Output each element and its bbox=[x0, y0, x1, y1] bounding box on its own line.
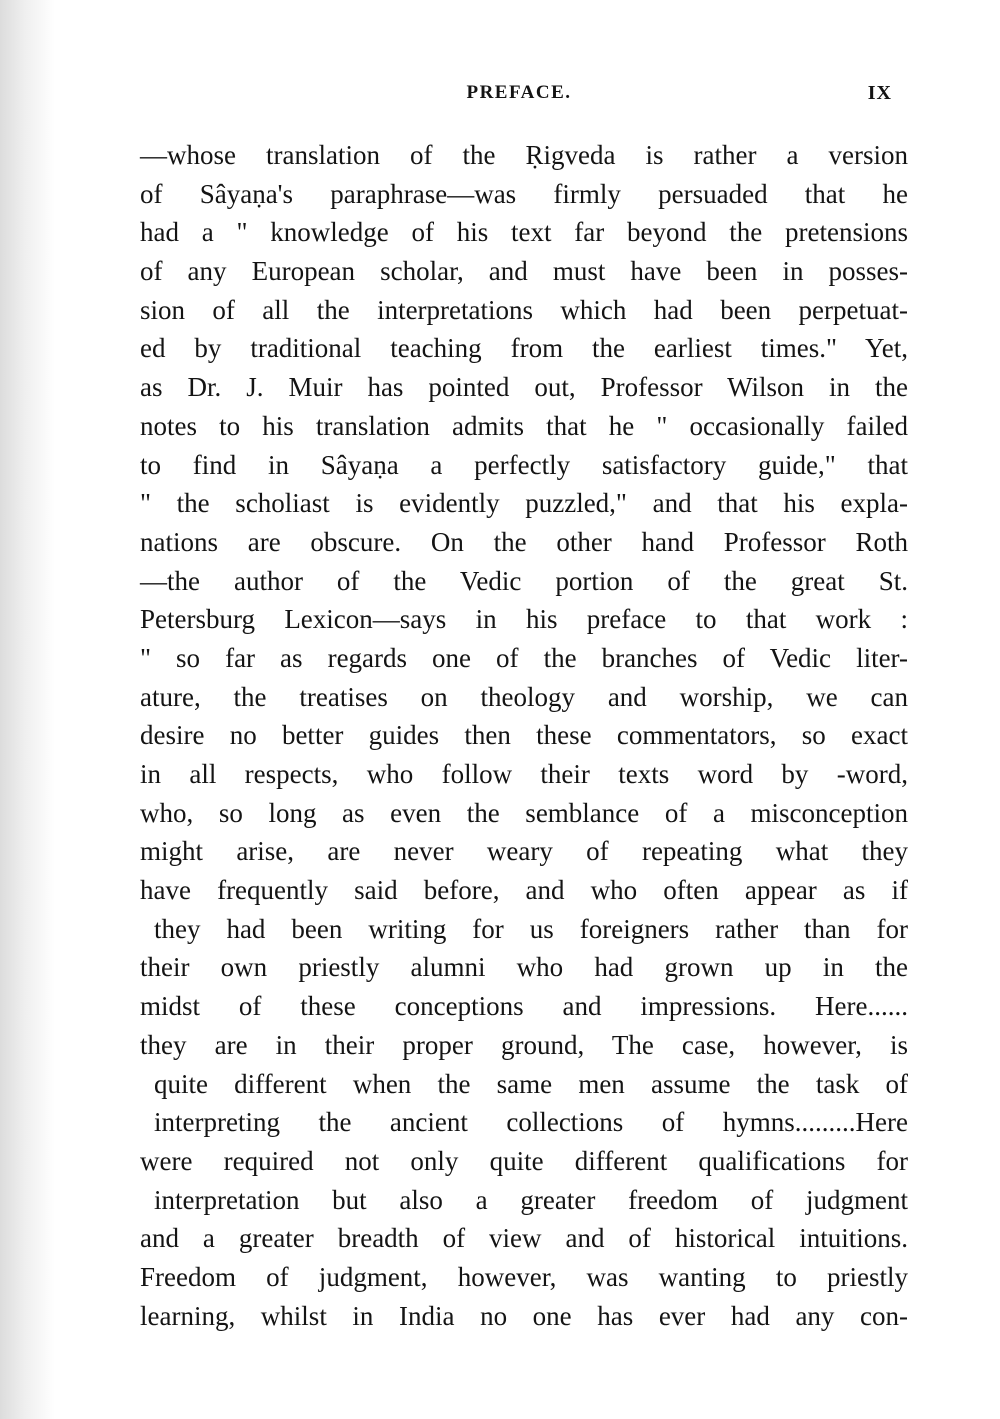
text-line: desire no better guides then these commentators, so exact bbox=[140, 720, 908, 751]
text-line: ed by traditional teaching from the earliest times." Yet, bbox=[140, 333, 908, 364]
text-line: as Dr. J. Muir has pointed out, Professor Wilson in the bbox=[140, 372, 908, 403]
text-line: midst of these conceptions and impressions. Here...... bbox=[140, 991, 908, 1022]
text-line: of any European scholar, and must have been in posses- bbox=[140, 256, 908, 287]
text-line: " the scholiast is evidently puzzled," and that his expla- bbox=[140, 488, 908, 519]
text-line: —the author of the Vedic portion of the great St. bbox=[140, 565, 908, 596]
running-head bbox=[140, 82, 898, 110]
text-line: of Sâyaṇa's paraphrase—was firmly persuaded that he bbox=[140, 178, 908, 209]
text-line: Petersburg Lexicon—says in his preface to that work : bbox=[140, 604, 908, 635]
text-line: " so far as regards one of the branches of Vedic liter- bbox=[140, 642, 908, 673]
text-line: were required not only quite different qualifications for bbox=[140, 1145, 908, 1176]
text-line: had a " knowledge of his text far beyond the pretensions bbox=[140, 217, 908, 248]
text-line: might arise, are never weary of repeating what they bbox=[140, 836, 908, 867]
page-number: IX bbox=[867, 82, 892, 104]
text-line: —whose translation of the Ṛigveda is rather a version bbox=[140, 140, 908, 170]
body-text bbox=[140, 136, 908, 1335]
text-line: ature, the treatises on theology and worship, we can bbox=[140, 681, 908, 712]
running-title: PREFACE. bbox=[466, 82, 572, 103]
text-line: quite different when the same men assume the task of bbox=[154, 1068, 908, 1099]
text-line: interpretation but also a greater freedom of judgment bbox=[154, 1184, 908, 1215]
text-line: interpreting the ancient collections of hymns.........Here bbox=[154, 1107, 908, 1138]
text-line: Freedom of judgment, however, was wanting to priestly bbox=[140, 1261, 908, 1292]
text-line: learning, whilst in India no one has ever had any con- bbox=[140, 1300, 908, 1331]
text-line: and a greater breadth of view and of historical intuitions. bbox=[140, 1223, 908, 1254]
text-line: in all respects, who follow their texts word by -word, bbox=[140, 759, 908, 789]
page-gutter-shadow bbox=[0, 0, 55, 1419]
text-line: sion of all the interpretations which had been perpetuat- bbox=[140, 294, 908, 325]
text-line: they are in their proper ground, The case, however, is bbox=[140, 1029, 908, 1060]
text-line: nations are obscure. On the other hand Professor Roth bbox=[140, 526, 908, 557]
text-line: their own priestly alumni who had grown up in the bbox=[140, 952, 908, 983]
text-line: notes to his translation admits that he " occasionally failed bbox=[140, 410, 908, 441]
text-line: to find in Sâyaṇa a perfectly satisfactory guide," that bbox=[140, 449, 908, 480]
text-line: who, so long as even the semblance of a misconception bbox=[140, 797, 908, 828]
text-line: have frequently said before, and who often appear as if bbox=[140, 875, 908, 906]
text-line: they had been writing for us foreigners rather than for bbox=[154, 913, 908, 944]
